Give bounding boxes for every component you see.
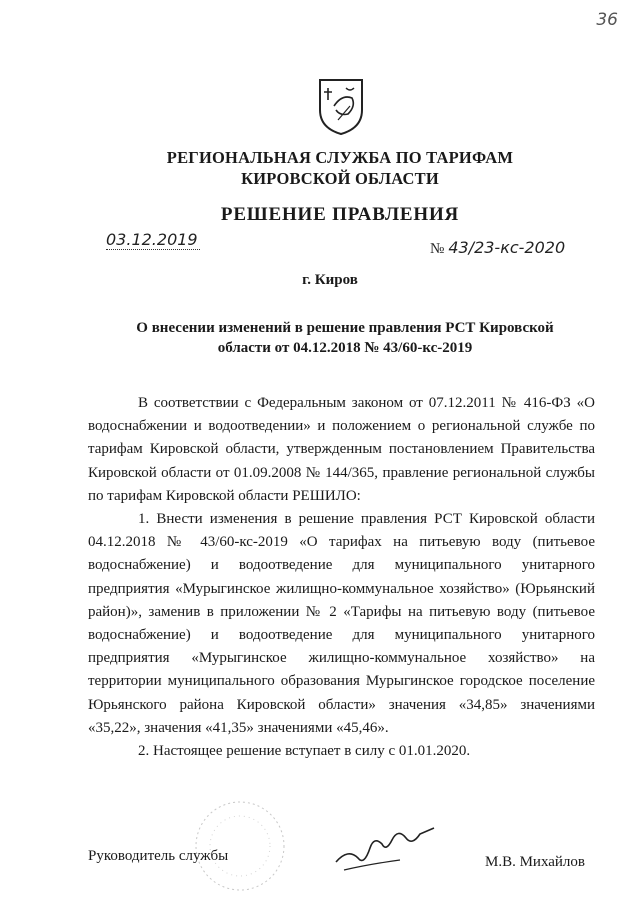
paragraph-item-1: 1. Внести изменения в решение правления РСТ Кировской области 04.12.2018 № 43/60-кс-2019 «О тарифах на питьевую воду (питьевое водоснабжение) и водоотведение для муниципального унитарного предприятия «Мурыгинское жилищно-коммунальное хозяйство» (Юрьянский район)», заменив в приложении № 2 «Тарифы на питьевую воду (питьевое водоснабжение) и водоотведение для муниципального унитарного предприятия «Мурыгинское жилищно-коммунальное хозяйство» на территории муниципального образования Мурыгинское городское поселение Юрьянского района Кировской области» значения «34,85» значениями «35,22», значения «41,35» значениями «45,46». [88, 511, 595, 736]
paragraph-preamble: В соответствии с Федеральным законом от 07.12.2011 № 416-ФЗ «О водоснабжении и водоотведении» и положением о региональной службе по тарифам Кировской области, утвержденным постановлением Правительства Кировской области от 01.09.2008 № 144/365, правление региональной службы по тарифам Кировской области РЕШИЛО: [88, 395, 595, 504]
document-subject [110, 318, 580, 358]
paragraph-item-2: 2. Настоящее решение вступает в силу с 01.01.2020. [138, 743, 471, 760]
signature-mark [330, 818, 440, 878]
subject-line-2: области от 04.12.2018 № 43/60-кс-2019 [217, 340, 473, 356]
organization-line-1: РЕГИОНАЛЬНАЯ СЛУЖБА ПО ТАРИФАМ [166, 148, 514, 167]
subject-line-1: О внесении изменений в решение правления РСТ Кировской [136, 320, 554, 336]
signatory-name: М.В. Михайлов [484, 854, 585, 870]
decision-number [430, 238, 565, 258]
document-title: РЕШЕНИЕ ПРАВЛЕНИЯ [220, 204, 460, 225]
stamp-impression [190, 796, 290, 896]
page-number: 36 [596, 10, 618, 30]
organization-name [60, 147, 620, 189]
coat-of-arms-emblem [316, 76, 366, 136]
organization-line-2: КИРОВСКОЙ ОБЛАСТИ [241, 169, 439, 188]
decision-number-value: 43/23-кс-2020 [448, 238, 566, 257]
city: г. Киров [302, 272, 358, 288]
signatory-role: Руководитель службы [88, 848, 229, 864]
document-body [88, 392, 595, 763]
decision-date: 03.12.2019 [106, 230, 198, 249]
number-sign: № [430, 241, 445, 257]
